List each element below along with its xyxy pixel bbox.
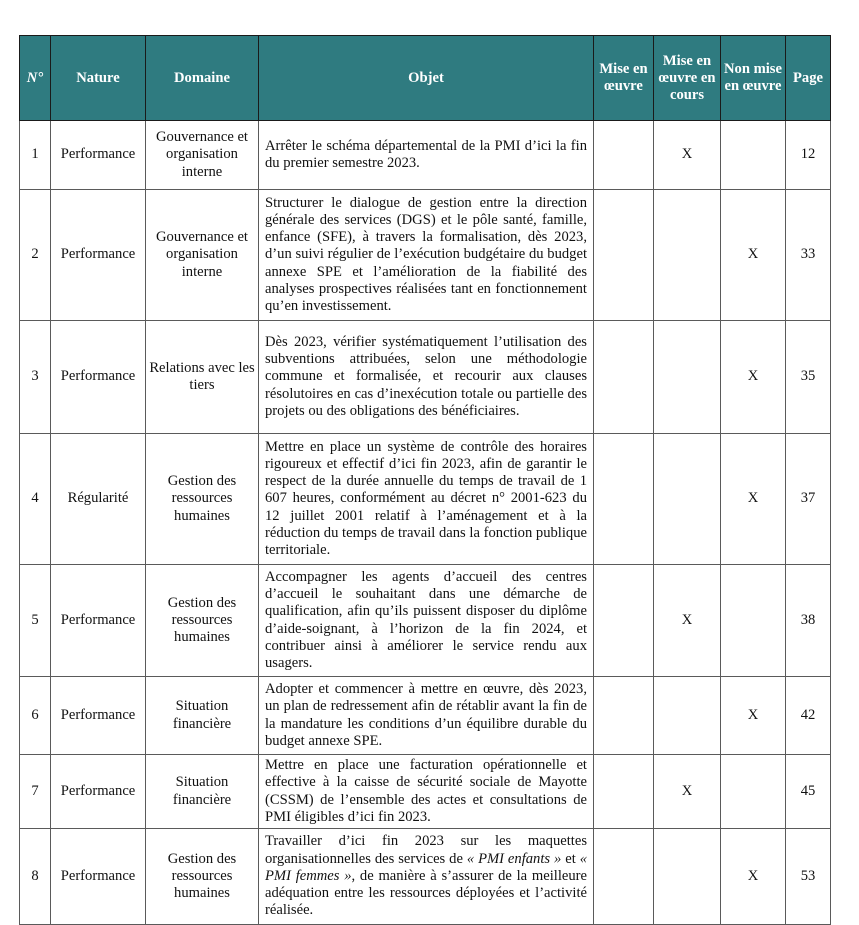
cell-objet: Adopter et commencer à mettre en œuvre, dès 2023, un plan de redressement afin de rétablir avant la fin de la mandature les conditions d’un équilibre durable du budget annexe SPE. (259, 677, 594, 755)
table-header-row (20, 36, 831, 121)
cell-en-cours (654, 677, 721, 755)
cell-num: 2 (20, 190, 51, 321)
cell-mise-en-oeuvre (594, 121, 654, 190)
header-domaine: Domaine (146, 36, 259, 121)
cell-non-mise: X (721, 190, 786, 321)
cell-mise-en-oeuvre (594, 190, 654, 321)
cell-domaine: Gestion des ressources humaines (146, 565, 259, 677)
cell-page: 12 (786, 121, 831, 190)
header-num: N° (20, 36, 51, 121)
header-en-cours: Mise en œuvre en cours (654, 36, 721, 121)
cell-page: 38 (786, 565, 831, 677)
table-row (20, 755, 831, 829)
cell-num: 3 (20, 321, 51, 434)
cell-objet: Accompagner les agents d’accueil des centres d’accueil le souhaitant dans une démarche de qualification, afin qu’ils puissent disposer du diplôme d’aide-soignant, à l’horizon de la fin 2024, et contribuer ainsi à améliorer le service rendu aux usagers. (259, 565, 594, 677)
cell-en-cours (654, 434, 721, 565)
cell-objet: Structurer le dialogue de gestion entre la direction générale des services (DGS) et le pôle santé, famille, enfance (SFE), à travers la formalisation, dès 2023, d’un suivi régulier de l’exécution budgétaire du budget annexe SPE et l’amélioration de la fiabilité des analyses prospectives réalisées tant en fonctionnement qu’en investissement. (259, 190, 594, 321)
cell-nature: Performance (51, 565, 146, 677)
cell-mise-en-oeuvre (594, 321, 654, 434)
table-row (20, 434, 831, 565)
cell-en-cours (654, 190, 721, 321)
cell-domaine: Gestion des ressources humaines (146, 829, 259, 925)
cell-page: 53 (786, 829, 831, 925)
cell-nature: Performance (51, 677, 146, 755)
cell-en-cours: X (654, 565, 721, 677)
cell-page: 45 (786, 755, 831, 829)
cell-non-mise: X (721, 829, 786, 925)
cell-domaine: Situation financière (146, 677, 259, 755)
cell-page: 42 (786, 677, 831, 755)
cell-objet: Arrêter le schéma départemental de la PMI d’ici la fin du premier semestre 2023. (259, 121, 594, 190)
cell-en-cours: X (654, 755, 721, 829)
objet-text: et (561, 850, 580, 867)
objet-text: Travailler d’ici fin 2023 sur les maquettes organisationnelles des services de (265, 833, 587, 867)
table-row (20, 829, 831, 925)
cell-non-mise (721, 565, 786, 677)
cell-domaine: Gouvernance et organisation interne (146, 190, 259, 321)
cell-en-cours: X (654, 121, 721, 190)
cell-domaine: Gestion des ressources humaines (146, 434, 259, 565)
cell-nature: Performance (51, 755, 146, 829)
objet-italic-pmi-femmes: « PMI femmes » (265, 850, 587, 884)
cell-domaine: Gouvernance et organisation interne (146, 121, 259, 190)
cell-objet: Mettre en place un système de contrôle des horaires rigoureux et effectif d’ici fin 2023, afin de garantir le respect de la durée annuelle du temps de travail de 1 607 heures, conformément au décret n° 2001-623 du 12 juillet 2001 relatif à l’aménagement et à la réduction du temps de travail dans la fonction publique territoriale. (259, 434, 594, 565)
cell-page: 33 (786, 190, 831, 321)
cell-nature: Performance (51, 190, 146, 321)
cell-nature: Performance (51, 829, 146, 925)
cell-nature: Performance (51, 121, 146, 190)
cell-num: 8 (20, 829, 51, 925)
cell-non-mise: X (721, 677, 786, 755)
cell-page: 37 (786, 434, 831, 565)
cell-num: 1 (20, 121, 51, 190)
cell-num: 4 (20, 434, 51, 565)
header-non-mise: Non mise en œuvre (721, 36, 786, 121)
recommendations-table (19, 35, 831, 925)
cell-non-mise (721, 755, 786, 829)
cell-objet: Dès 2023, vérifier systématiquement l’utilisation des subventions attribuées, selon une méthodologie commune et formalisée, et recourir aux clauses résolutoires en cas d’inexécution totale ou partielle des projets ou des obligations des bénéficiaires. (259, 321, 594, 434)
cell-mise-en-oeuvre (594, 829, 654, 925)
cell-non-mise: X (721, 434, 786, 565)
cell-page: 35 (786, 321, 831, 434)
cell-nature: Régularité (51, 434, 146, 565)
header-page: Page (786, 36, 831, 121)
cell-non-mise (721, 121, 786, 190)
cell-en-cours (654, 321, 721, 434)
table-row (20, 121, 831, 190)
cell-num: 7 (20, 755, 51, 829)
cell-domaine: Relations avec les tiers (146, 321, 259, 434)
cell-mise-en-oeuvre (594, 565, 654, 677)
objet-text: , de manière à s’assurer de la meilleure adéquation entre les ressources déployées et l’activité réalisée. (265, 867, 587, 919)
cell-en-cours (654, 829, 721, 925)
objet-italic-pmi-enfants: « PMI enfants » (466, 850, 562, 867)
cell-mise-en-oeuvre (594, 755, 654, 829)
cell-nature: Performance (51, 321, 146, 434)
cell-objet (259, 829, 594, 925)
table-row (20, 190, 831, 321)
header-objet: Objet (259, 36, 594, 121)
header-mise-en-oeuvre: Mise en œuvre (594, 36, 654, 121)
header-nature: Nature (51, 36, 146, 121)
table-row (20, 321, 831, 434)
cell-domaine: Situation financière (146, 755, 259, 829)
cell-num: 5 (20, 565, 51, 677)
cell-non-mise: X (721, 321, 786, 434)
cell-mise-en-oeuvre (594, 677, 654, 755)
cell-objet: Mettre en place une facturation opérationnelle et effective à la caisse de sécurité sociale de Mayotte (CSSM) de l’ensemble des actes et consultations de PMI éligibles d’ici fin 2023. (259, 755, 594, 829)
cell-num: 6 (20, 677, 51, 755)
table-row (20, 565, 831, 677)
cell-mise-en-oeuvre (594, 434, 654, 565)
table-row (20, 677, 831, 755)
